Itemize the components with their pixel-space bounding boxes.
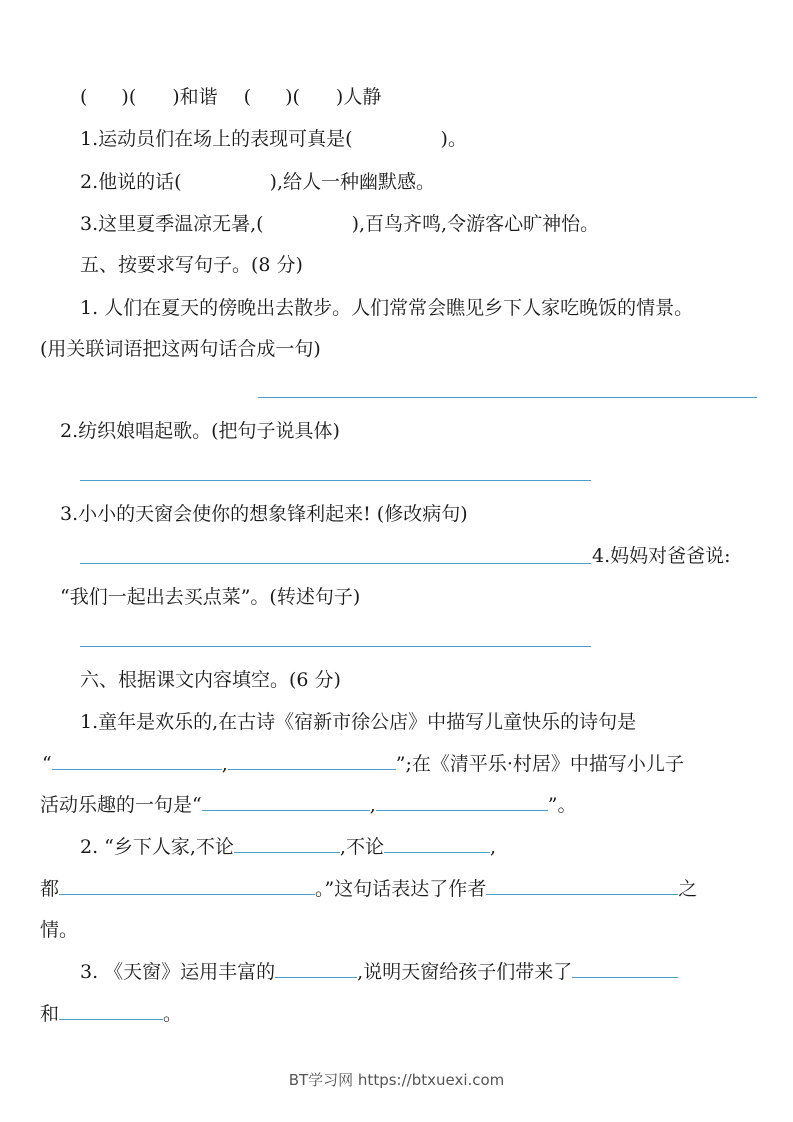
q-text: ),百鸟齐鸣,令游客心旷神怡。 <box>351 213 600 235</box>
q-text: 都 <box>40 878 60 900</box>
answer-blank[interactable] <box>59 1001 163 1020</box>
q-text: 活动乐趣的一句是“ <box>40 794 202 816</box>
question-6-1-line3 <box>40 792 576 818</box>
question-6-2-line2 <box>40 876 697 902</box>
answer-blank[interactable] <box>376 792 548 811</box>
paren-mid: )( <box>285 86 300 108</box>
question-5-2: 2.纺织娘唱起歌。(把句子说具体) <box>60 420 340 442</box>
q-text: 2.他说的话( <box>80 171 182 193</box>
word-fill-row <box>80 84 381 110</box>
question-6-3-line1 <box>80 959 678 985</box>
paren-open: ( <box>243 86 252 108</box>
q-text: 。 <box>163 1003 183 1025</box>
answer-blank[interactable] <box>234 834 340 853</box>
section-6-heading: 六、根据课文内容填空。(6 分) <box>80 669 341 691</box>
q-text: ,说明天窗给孩子们带来了 <box>357 961 573 983</box>
paren-open: ( <box>80 86 88 108</box>
question-6-2-line1 <box>80 834 496 860</box>
q-text: ),给人一种幽默感。 <box>269 171 435 193</box>
answer-line-5-1[interactable] <box>258 397 757 398</box>
q-text: “ <box>42 753 52 775</box>
q-text: 2. “乡下人家,不论 <box>80 836 234 858</box>
word2-suffix: )人静 <box>335 86 382 108</box>
q-text: ,不论 <box>339 836 384 858</box>
q-text: )。 <box>440 128 467 150</box>
question-4-3 <box>80 211 599 237</box>
answer-blank[interactable] <box>486 876 678 895</box>
answer-line-5-4[interactable] <box>80 646 591 647</box>
question-6-3-line2 <box>40 1001 182 1027</box>
q-text: ”。 <box>547 794 577 816</box>
paren-mid: )( <box>121 86 137 108</box>
answer-blank[interactable] <box>228 751 396 770</box>
question-5-3: 3.小小的天窗会使你的想象锋利起来! (修改病句) <box>60 503 468 525</box>
q-text: 3. 《天窗》运用丰富的 <box>80 961 276 983</box>
q-text: , <box>489 836 497 858</box>
question-5-1-line1: 1. 人们在夏天的傍晚出去散步。人们常常会瞧见乡下人家吃晚饭的情景。 <box>80 297 694 319</box>
word1-suffix: )和谐 <box>172 86 218 108</box>
question-4-2 <box>80 169 435 195</box>
section-5-heading: 五、按要求写句子。(8 分) <box>80 254 303 276</box>
question-5-4-line1: 4.妈妈对爸爸说: <box>592 545 731 567</box>
q-text: , <box>369 794 376 816</box>
q-text: 之 <box>678 878 698 900</box>
answer-blank[interactable] <box>59 876 315 895</box>
answer-blank[interactable] <box>202 792 370 811</box>
answer-blank[interactable] <box>384 834 490 853</box>
q-text: , <box>221 753 228 775</box>
q-text: 3.这里夏季温凉无暑,( <box>80 213 264 235</box>
question-6-1-line2 <box>42 751 684 777</box>
q-text: 。”这句话表达了作者 <box>315 878 487 900</box>
question-5-4-line2: “我们一起出去买点菜”。(转述句子) <box>60 586 361 608</box>
question-6-2-line3: 情。 <box>40 919 79 941</box>
answer-blank[interactable] <box>275 959 357 978</box>
q-text: 1.运动员们在场上的表现可真是( <box>80 128 353 150</box>
q-text: 和 <box>40 1003 60 1025</box>
answer-blank[interactable] <box>52 751 222 770</box>
answer-blank[interactable] <box>572 959 678 978</box>
question-4-1 <box>80 126 467 152</box>
q-text: ”;在《清平乐·村居》中描写小儿子 <box>395 753 684 775</box>
answer-line-5-3[interactable] <box>80 563 591 564</box>
question-6-1-line1: 1.童年是欢乐的,在古诗《宿新市徐公店》中描写儿童快乐的诗句是 <box>80 711 637 733</box>
answer-line-5-2[interactable] <box>80 480 591 481</box>
page-footer: BT学习网 https://btxuexi.com <box>288 1071 505 1089</box>
question-5-1-line2: (用关联词语把这两句话合成一句) <box>40 338 321 360</box>
